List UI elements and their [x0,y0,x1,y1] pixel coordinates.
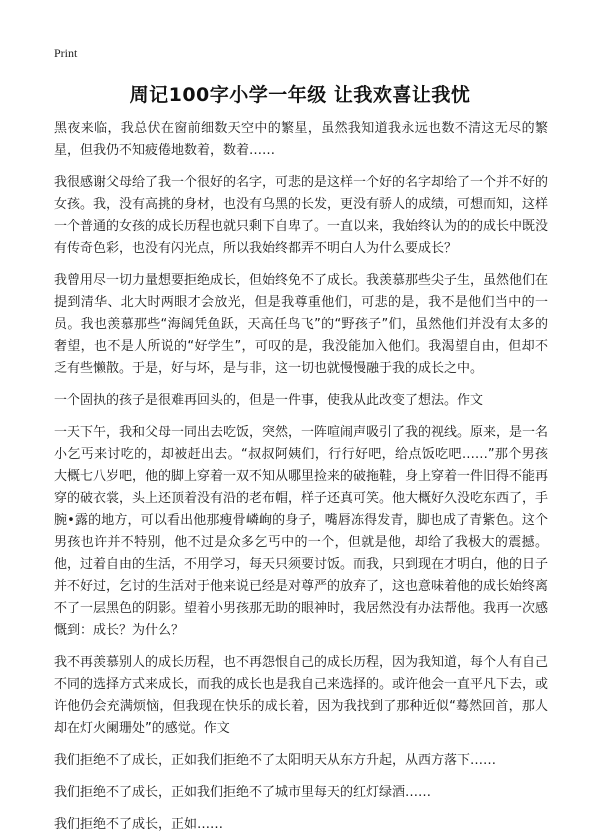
paragraph-2: 我很感谢父母给了我一个很好的名字，可悲的是这样一个好的名字却给了一个并不好的女孩。我，没有高挑的身材，也没有乌黑的长发，更没有骄人的成绩，可想而知，这样一个普通的女孩的成长历程也就只剩下自卑了。一直以来，我始终认为的的成长中既没有传奇色彩，也没有闪光点，所以我始终都弄不明白人为什么要成长？ [54,175,549,256]
paragraph-7: 我们拒绝不了成长，正如我们拒绝不了太阳明天从东方升起，从西方落下…… [54,753,497,768]
paragraph-5: 一天下午，我和父母一同出去吃饭，突然，一阵喧闹声吸引了我的视线。原来，是一名小乞丐来讨吃的，却被赶出去。“叔叔阿姨们，行行好吧，给点饭吃吧……”那个男孩大概七八岁吧，他的脚上穿着一双不知从哪里捡来的破拖鞋，身上穿着一件旧得不能再穿的破衣裳，头上还顶着没有沿的老布帽，样子还真可笑。他大概好久没吃东西了，手腕•露的地方，可以看出他那瘦骨嶙峋的身子，嘴唇冻得发青，脚也成了青紫色。这个男孩也许并不特别，他不过是众多乞丐中的一个，但就是他，却给了我极大的震撼。他，过着自由的生活，不用学习，每天只须要讨饭。而我，只到现在才明白，他的日子并不好过，乞讨的生活对于他来说已经是对尊严的放弃了，这也意味着他的成长始终离不了一层黑色的阴影。望着小男孩那无助的眼神时，我居然没有办法帮他。我再一次感慨到：成长？为什么？ [54,425,549,638]
print-link[interactable]: Print [54,46,78,60]
paragraph-9: 我们拒绝不了成长，正如…… [54,817,224,832]
paragraph-3: 我曾用尽一切力量想要拒绝成长，但始终免不了成长。我羡慕那些尖子生，虽然他们在提到清华、北大时两眼才会放光，但是我尊重他们，可悲的是，我不是他们当中的一员。我也羡慕那些“海阔凭鱼跃，天高任鸟飞”的“野孩子”们，虽然他们并没有太多的奢望，也不是人所说的“好学生”，可叹的是，我没能加入他们。我渴望自由，但却不乏有些懒散。于是，好与坏，是与非，这一切也就慢慢融于我的成长之中。 [54,273,549,376]
paragraph-6: 我不再羡慕别人的成长历程，也不再怨恨自己的成长历程，因为我知道，每个人有自己不同的选择方式来成长，而我的成长也是我自己来选择的。或许他会一直平凡下去，或许他仍会充满烦恼，但我现在快乐的成长着，因为我找到了那种近似“蓦然回首，那人却在灯火阑珊处”的感觉。作文 [54,655,549,736]
paragraph-4: 一个固执的孩子是很难再回头的，但是一件事，使我从此改变了想法。作文 [54,393,484,408]
page-title: 周记100字小学一年级 让我欢喜让我忧 [129,84,471,106]
article-body [54,118,548,836]
paragraph-1: 黑夜来临，我总伏在窗前细数天空中的繁星，虽然我知道我永远也数不清这无尽的繁星，但我仍不知疲倦地数着，数着…… [54,121,548,158]
paragraph-8: 我们拒绝不了成长，正如我们拒绝不了城市里每天的红灯绿酒…… [54,785,432,800]
